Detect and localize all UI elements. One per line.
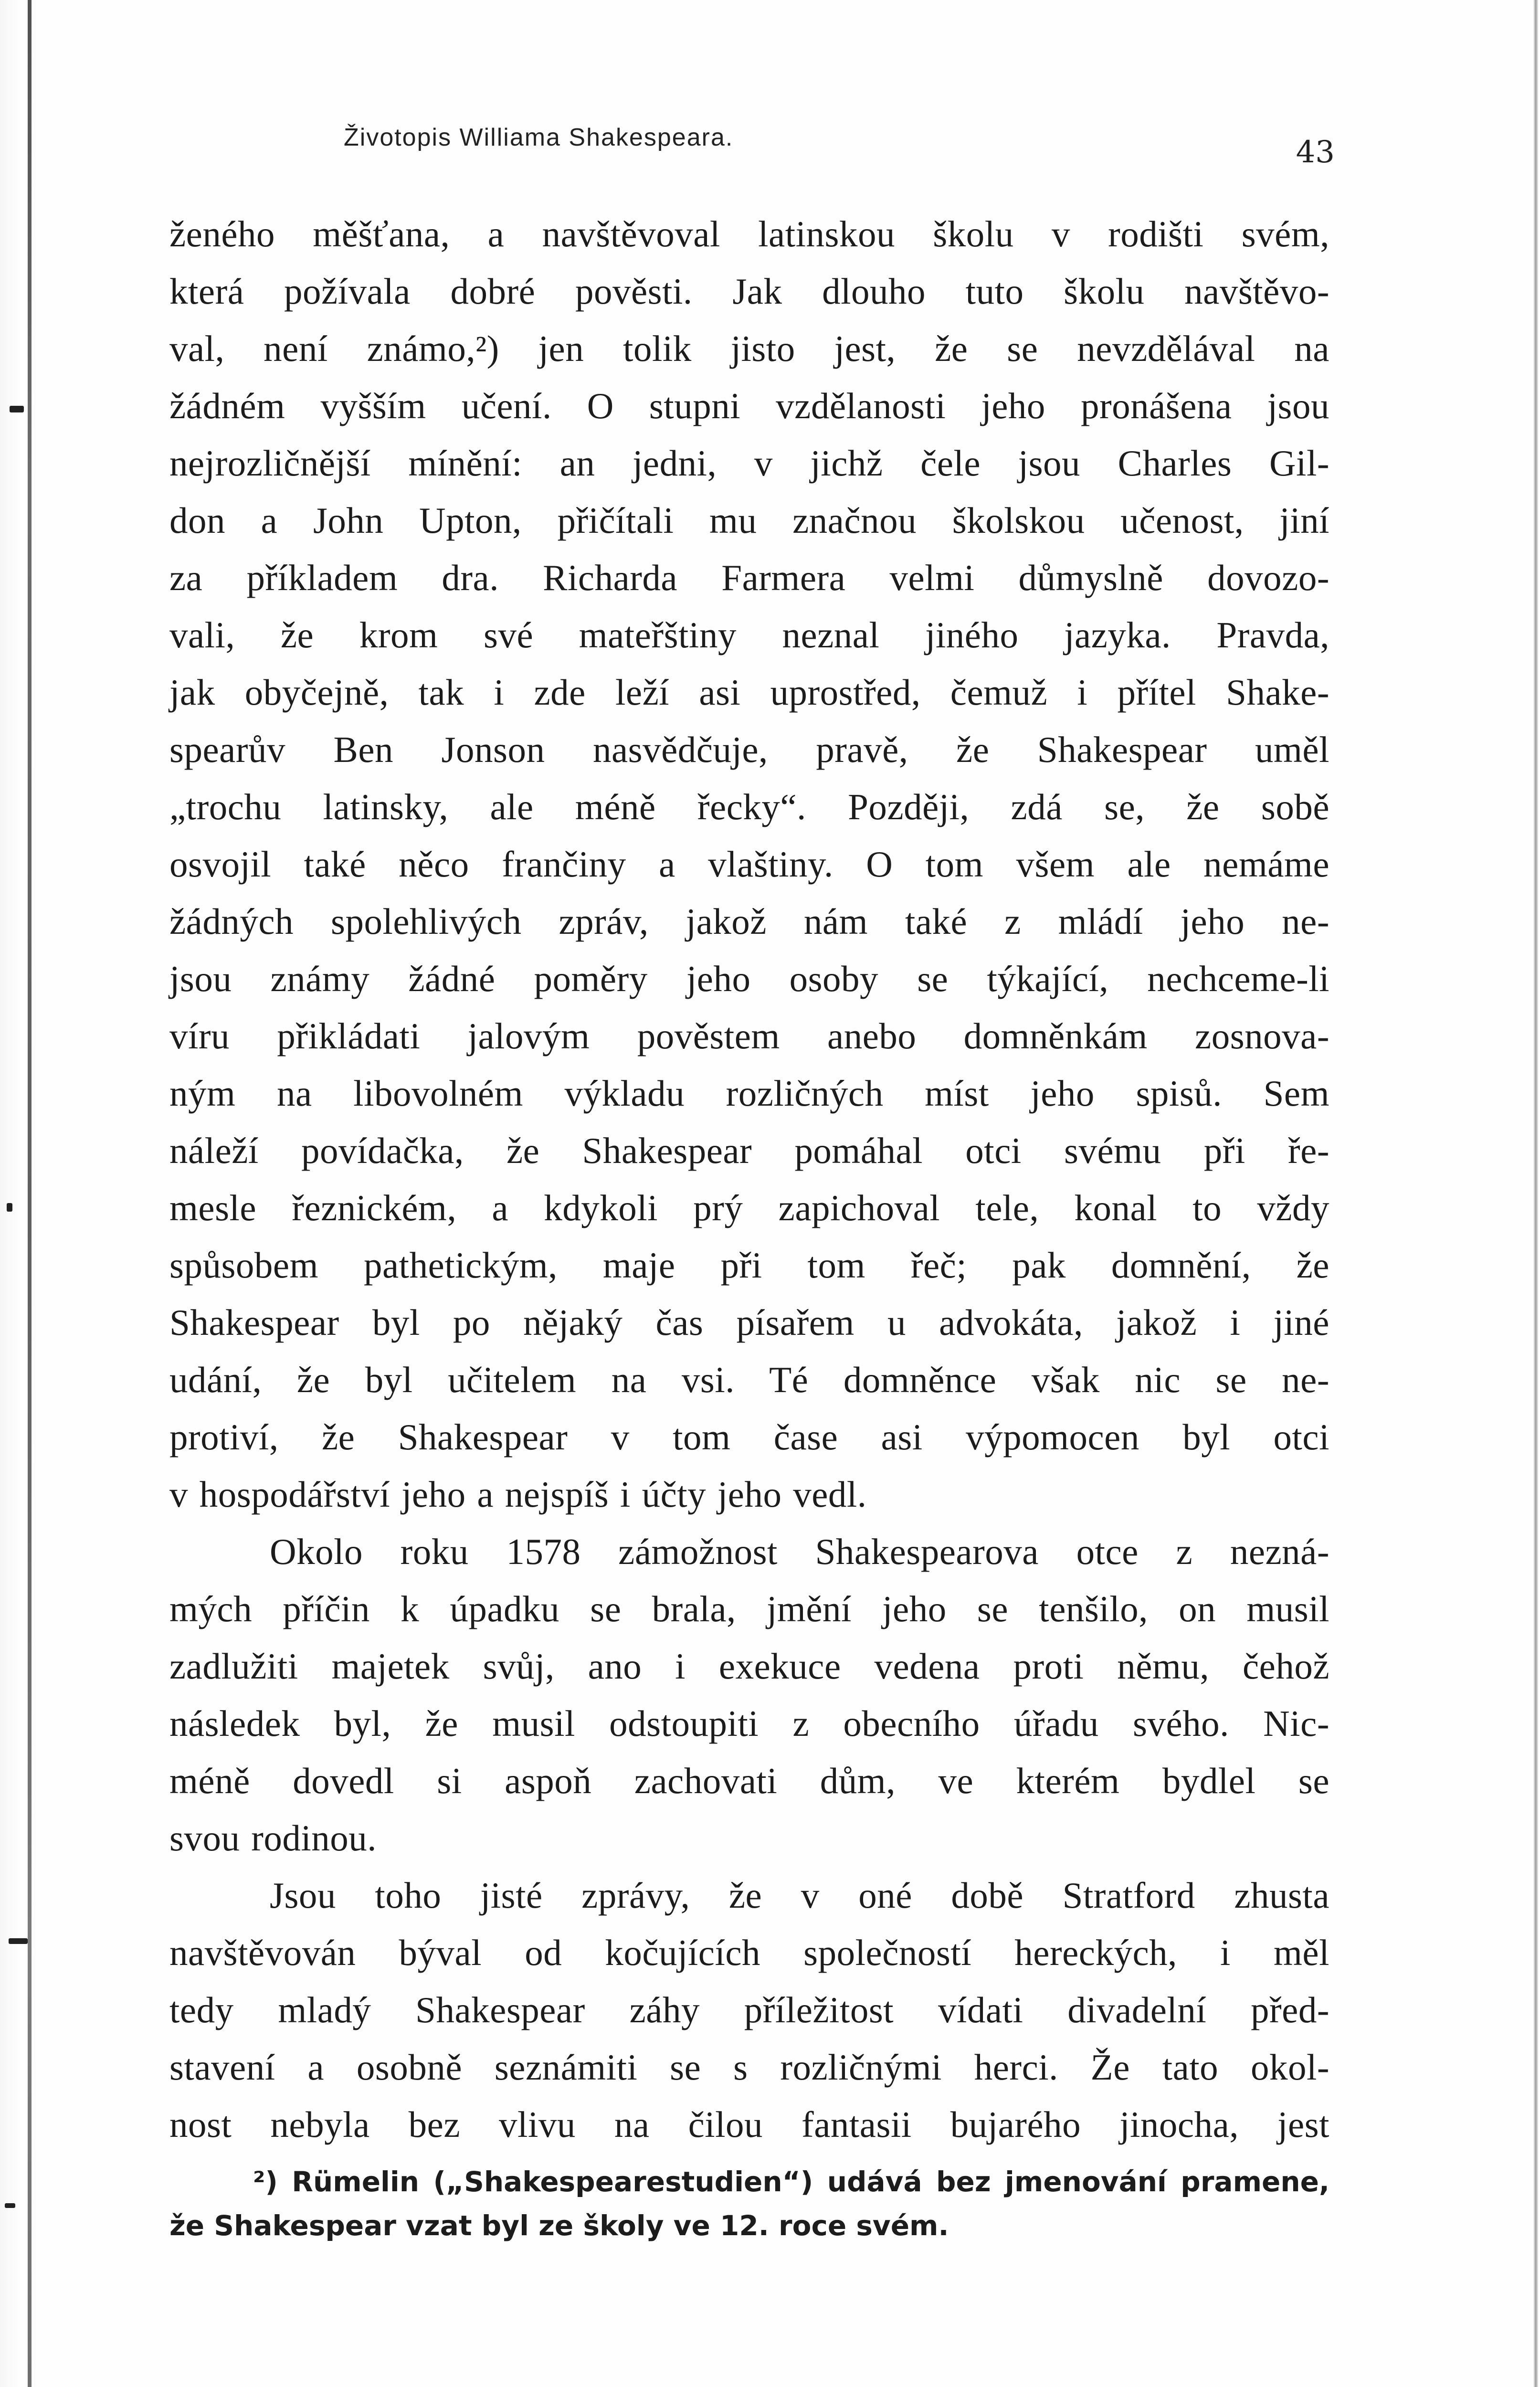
body-line: don a John Upton, přičítali mu značnou školskou učenost, jiní xyxy=(169,500,1329,541)
body-line: protiví, že Shakespear v tom čase asi výpomocen byl otci xyxy=(169,1416,1329,1458)
body-line: tedy mladý Shakespear záhy příležitost vídati divadelní před- xyxy=(169,1989,1329,2030)
body-line: svou rodinou. xyxy=(169,1817,377,1859)
page-number: 43 xyxy=(1296,135,1335,170)
body-line: za příkladem dra. Richarda Farmera velmi důmyslně dovozo- xyxy=(169,557,1329,598)
body-line: víru přikládati jalovým pověstem anebo domněnkám zosnova- xyxy=(169,1015,1329,1056)
body-line: stavení a osobně seznámiti se s rozličnými herci. Že tato okol- xyxy=(169,2047,1329,2088)
binding-edge-line xyxy=(28,0,32,2387)
paragraph-first-line: Jsou toho jisté zprávy, že v oné době Stratford zhusta xyxy=(270,1875,1329,1916)
body-line: ným na libovolném výkladu rozličných míst jeho spisů. Sem xyxy=(169,1073,1329,1114)
footnote-line: že Shakespear vzat byl ze školy ve 12. roce svém. xyxy=(169,2209,949,2242)
gutter-mark xyxy=(5,2203,15,2208)
body-line: nost nebyla bez vlivu na čilou fantasii bujarého jinocha, jest xyxy=(169,2104,1329,2145)
body-line: vali, že krom své mateřštiny neznal jiného jazyka. Pravda, xyxy=(169,614,1329,655)
body-line: ženého měšťana, a navštěvoval latinskou školu v rodišti svém, xyxy=(169,213,1329,254)
body-line: jak obyčejně, tak i zde leží asi uprostřed, čemuž i přítel Shake- xyxy=(169,672,1329,713)
body-line: méně dovedl si aspoň zachovati dům, ve kterém bydlel se xyxy=(169,1760,1329,1801)
body-line: v hospodářství jeho a nejspíš i účty jeho vedl. xyxy=(169,1474,867,1515)
footnote-line: ²) Rümelin („Shakespearestudien“) udává bez jmenování pramene, xyxy=(253,2165,1329,2198)
gutter-mark xyxy=(7,1203,12,1212)
body-line: spůsobem pathetickým, maje při tom řeč; pak domnění, že xyxy=(169,1245,1329,1286)
body-line: žádném vyšším učení. O stupni vzdělanosti jeho pronášena jsou xyxy=(169,385,1329,426)
body-line: spearův Ben Jonson nasvědčuje, pravě, že Shakespear uměl xyxy=(169,729,1329,770)
body-line: „trochu latinsky, ale méně řecky“. Později, zdá se, že sobě xyxy=(169,786,1329,827)
body-line: jsou známy žádné poměry jeho osoby se týkající, nechceme-li xyxy=(169,958,1329,999)
body-line: Shakespear byl po nějaký čas písařem u advokáta, jakož i jiné xyxy=(169,1302,1329,1343)
body-line: žádných spolehlivých zpráv, jakož nám také z mládí jeho ne- xyxy=(169,901,1329,942)
body-line: val, není známo,²) jen tolik jisto jest, že se nevzdělával na xyxy=(169,328,1329,369)
body-line: která požívala dobré pověsti. Jak dlouho tuto školu navštěvo- xyxy=(169,271,1329,312)
paragraph-first-line: Okolo roku 1578 zámožnost Shakespearova otce z nezná- xyxy=(270,1531,1329,1572)
gutter-mark xyxy=(9,1938,28,1944)
body-line: mesle řeznickém, a kdykoli prý zapichoval tele, konal to vždy xyxy=(169,1187,1329,1228)
body-line: následek byl, že musil odstoupiti z obecního úřadu svého. Nic- xyxy=(169,1703,1329,1744)
body-line: mých příčin k úpadku se brala, jmění jeho se tenšilo, on musil xyxy=(169,1588,1329,1629)
body-line: udání, že byl učitelem na vsi. Té domněnce však nic se ne- xyxy=(169,1359,1329,1400)
body-line: navštěvován býval od kočujících společností hereckých, i měl xyxy=(169,1932,1329,1973)
body-line: náleží povídačka, že Shakespear pomáhal otci svému při ře- xyxy=(169,1130,1329,1171)
body-line: nejrozličnější mínění: an jedni, v jichž čele jsou Charles Gil- xyxy=(169,443,1329,484)
body-line: zadlužiti majetek svůj, ano i exekuce vedena proti němu, čehož xyxy=(169,1646,1329,1687)
running-head: Životopis Williama Shakespeara. xyxy=(344,124,734,151)
page-right-edge xyxy=(1533,0,1538,2387)
body-line: osvojil také něco frančiny a vlaštiny. O tom všem ale nemáme xyxy=(169,844,1329,885)
gutter-mark xyxy=(10,406,24,412)
